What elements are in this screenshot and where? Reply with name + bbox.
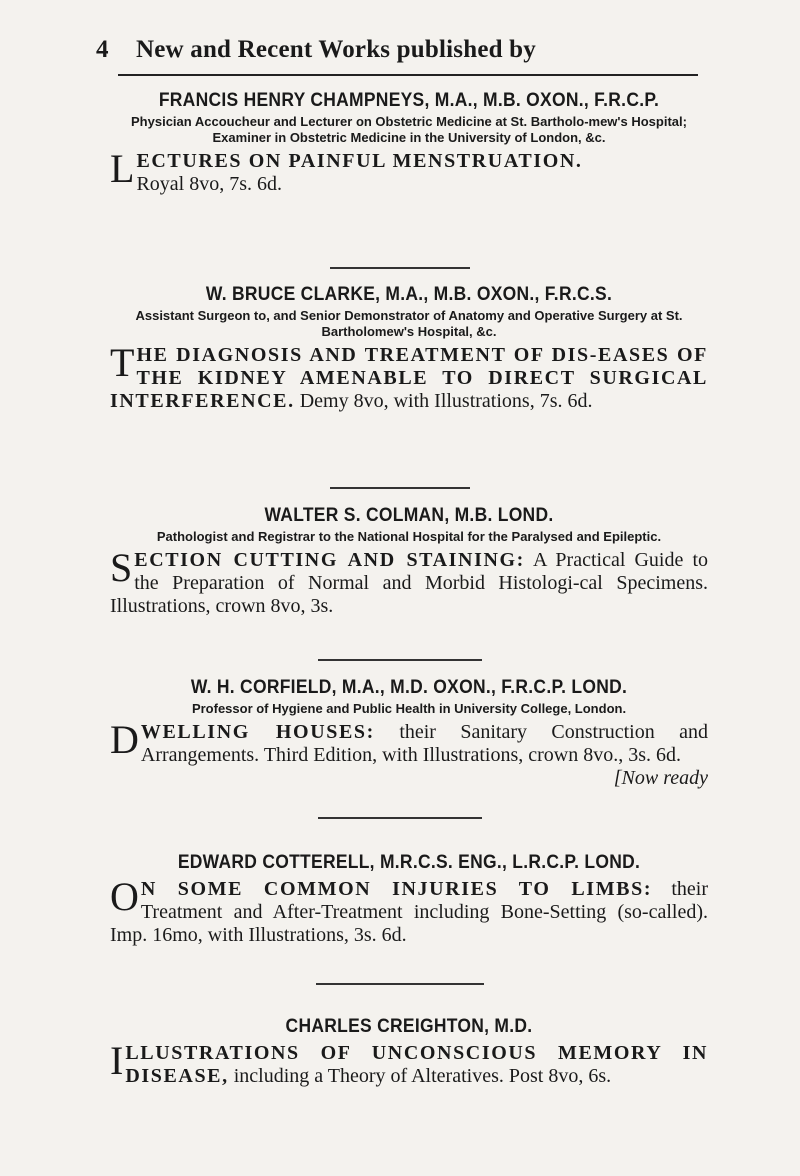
author-name: FRANCIS HENRY CHAMPNEYS, M.A., M.B. OXON., F.R.C.P. xyxy=(158,90,660,111)
author-name: EDWARD COTTERELL, M.R.C.S. ENG., L.R.C.P. LOND. xyxy=(177,852,641,873)
drop-cap: I xyxy=(110,1038,124,1083)
book-title xyxy=(110,545,709,618)
page-number: 4 xyxy=(96,36,109,63)
title-details: Royal 8vo, 7s. 6d. xyxy=(136,173,282,195)
title-details: their Treatment and After-Treatment including Bone-Setting (so-called). Imp. 16mo, with Illustrations, 3s. 6d. xyxy=(110,878,708,946)
availability-note: [Now ready xyxy=(613,767,708,789)
book-title xyxy=(110,717,709,789)
author-role: Physician Accoucheur and Lecturer on Obstetric Medicine at St. Bartholo-mew's Hospital; Examiner in Obstetric Medicine in the University of London, &c. xyxy=(131,114,687,145)
book-title xyxy=(110,874,708,947)
book-title xyxy=(110,1038,708,1088)
title-caps: LLUSTRATIONS OF UNCONSCIOUS MEMORY IN DISEASE, xyxy=(125,1042,708,1087)
drop-cap: D xyxy=(110,717,139,762)
page-header xyxy=(96,36,716,64)
title-caps: WELLING HOUSES: xyxy=(140,721,375,743)
author-name: CHARLES CREIGHTON, M.D. xyxy=(285,1016,533,1037)
drop-cap: O xyxy=(110,874,139,919)
author-role: Professor of Hygiene and Public Health in University College, London. xyxy=(191,701,627,716)
separator-rule xyxy=(318,817,482,819)
separator-rule xyxy=(330,267,470,269)
title-details: A Practical Guide to the Preparation of Normal and Morbid Histologi-cal Specimens. Illustrations, crown 8vo, 3s. xyxy=(110,549,709,617)
separator-rule xyxy=(330,487,470,489)
author-name: WALTER S. COLMAN, M.B. LOND. xyxy=(264,505,554,526)
title-details: including a Theory of Alteratives. Post 8vo, 6s. xyxy=(233,1065,612,1087)
title-details: Demy 8vo, with Illustrations, 7s. 6d. xyxy=(299,390,593,412)
header-rule xyxy=(118,74,698,76)
book-title xyxy=(110,146,708,196)
drop-cap: S xyxy=(110,545,133,590)
drop-cap: T xyxy=(110,340,135,385)
book-title xyxy=(110,340,708,413)
separator-rule xyxy=(318,659,482,661)
title-caps: N SOME COMMON INJURIES TO LIMBS: xyxy=(140,878,653,900)
author-role: Assistant Surgeon to, and Senior Demonstrator of Anatomy and Operative Surgery at St. Bartholomew's Hospital, &c. xyxy=(135,308,683,339)
author-name: W. H. CORFIELD, M.A., M.D. OXON., F.R.C.P. LOND. xyxy=(190,677,628,698)
book-entry xyxy=(110,677,708,790)
author-name: W. BRUCE CLARKE, M.A., M.B. OXON., F.R.C.S. xyxy=(205,284,613,305)
book-entry xyxy=(110,90,708,196)
title-caps: ECTION CUTTING AND STAINING: xyxy=(134,549,525,571)
book-entry xyxy=(110,505,708,618)
drop-cap: L xyxy=(110,146,135,191)
book-entry xyxy=(110,1016,708,1088)
author-role: Pathologist and Registrar to the National Hospital for the Paralysed and Epileptic. xyxy=(156,529,662,544)
book-entry xyxy=(110,852,708,947)
book-entry xyxy=(110,284,708,413)
separator-rule xyxy=(316,983,484,985)
title-caps: HE DIAGNOSIS AND TREATMENT OF DIS-EASES OF THE KIDNEY AMENABLE TO DIRECT SURGICAL INTERFERENCE. xyxy=(110,344,708,412)
title-details: their Sanitary Construction and Arrangements. Third Edition, with Illustrations, crown 8vo., 3s. 6d. xyxy=(140,721,709,766)
running-title: New and Recent Works published by xyxy=(136,36,536,63)
title-caps: ECTURES ON PAINFUL MENSTRUATION. xyxy=(136,150,583,172)
